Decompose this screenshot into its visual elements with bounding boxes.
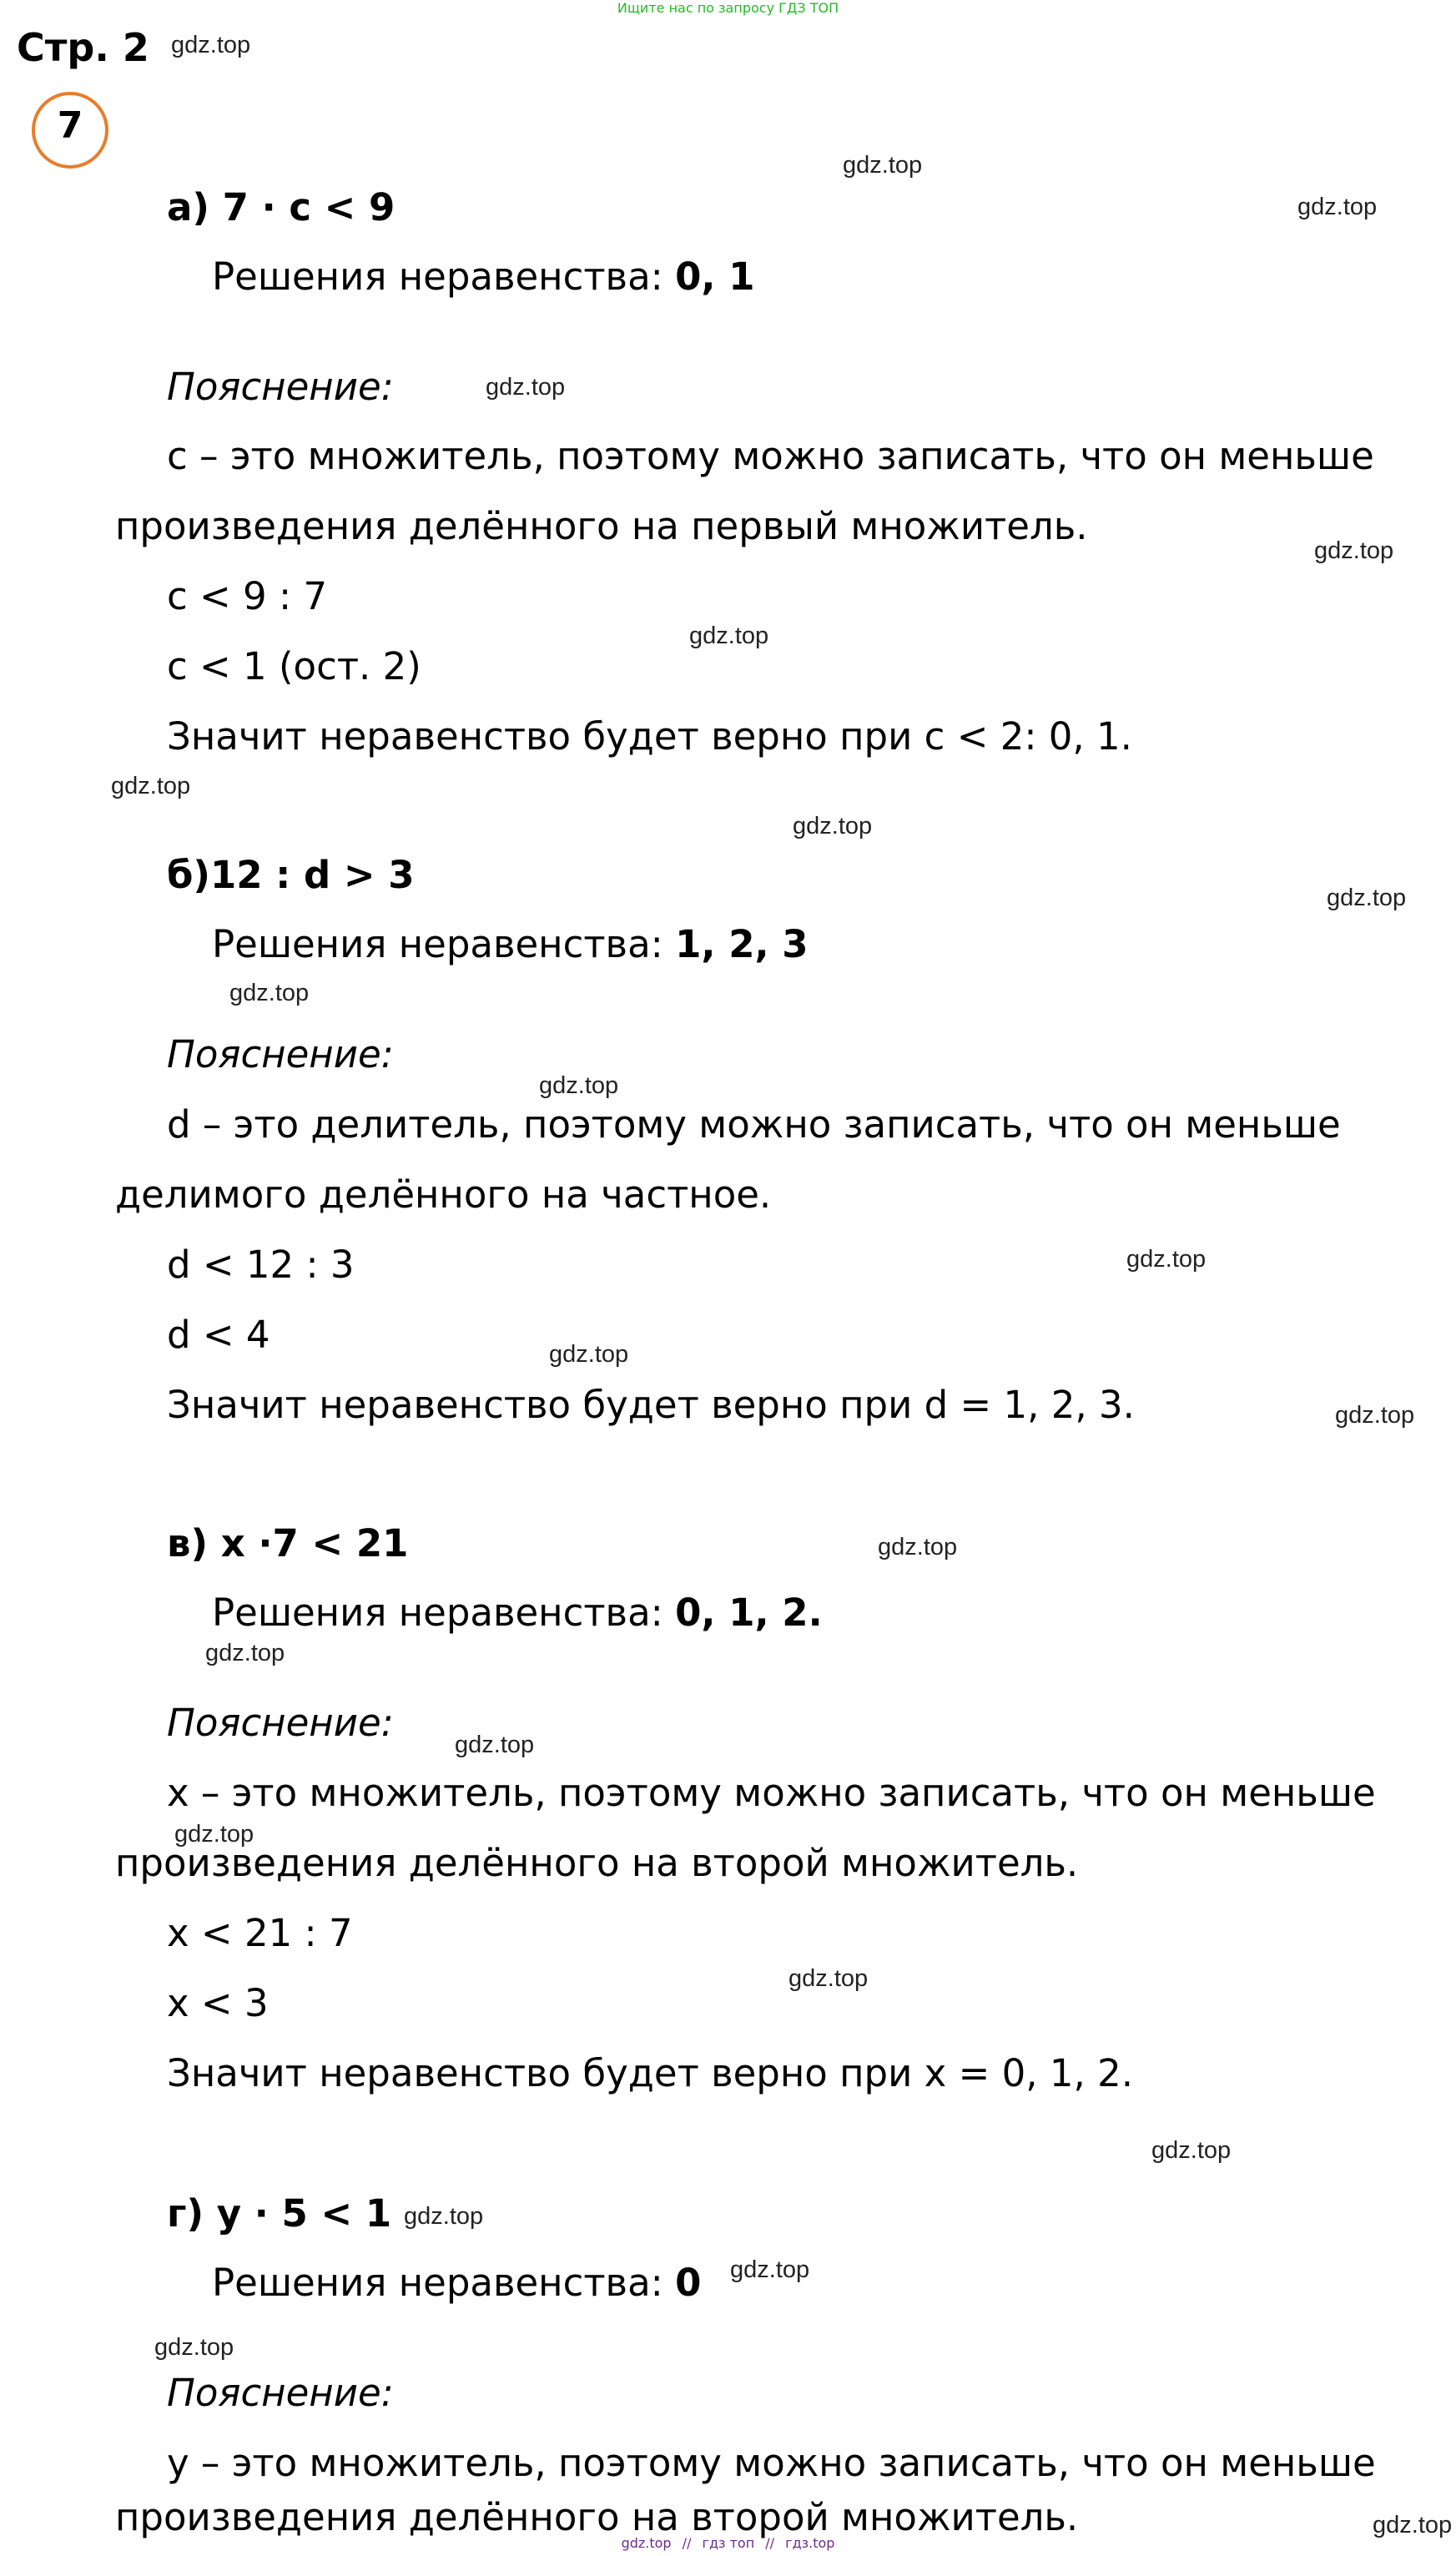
watermark: gdz.top xyxy=(549,1341,629,1368)
part-a-line1: с – это множитель, поэтому можно записать, что он меньше xyxy=(167,434,1374,478)
part-b-line1: d – это делитель, поэтому можно записать, что он меньше xyxy=(167,1102,1341,1147)
part-b-line2: делимого делённого на частное. xyxy=(115,1172,772,1217)
part-b-line4: d < 4 xyxy=(167,1313,270,1357)
watermark: gdz.top xyxy=(1297,194,1378,220)
footer-link[interactable]: гдз.top xyxy=(785,2535,835,2551)
footer-links xyxy=(0,2535,1456,2551)
part-v-line1: x – это множитель, поэтому можно записать, что он меньше xyxy=(167,1771,1376,1815)
watermark: gdz.top xyxy=(154,2334,234,2361)
watermark: gdz.top xyxy=(843,152,923,179)
part-b-heading: б)12 : d > 3 xyxy=(167,853,415,897)
watermark: gdz.top xyxy=(174,1821,254,1848)
watermark: gdz.top xyxy=(1373,2512,1453,2538)
part-b-solution xyxy=(212,922,809,966)
footer-separator: // xyxy=(682,2535,692,2551)
footer-link[interactable]: gdz.top xyxy=(621,2535,672,2551)
watermark: gdz.top xyxy=(793,813,873,839)
part-a-line5: Значит неравенство будет верно при с < 2: 0, 1. xyxy=(167,714,1132,759)
solution-value: 0, 1, 2. xyxy=(675,1591,823,1635)
watermark: gdz.top xyxy=(205,1640,285,1666)
part-g-heading: г) y · 5 < 1 xyxy=(167,2191,392,2236)
watermark: gdz.top xyxy=(486,374,566,401)
part-g-explain-label: Пояснение: xyxy=(167,2371,394,2415)
part-b-explain-label: Пояснение: xyxy=(167,1032,394,1076)
part-v-solution xyxy=(212,1591,823,1635)
footer-link[interactable]: гдз топ xyxy=(702,2535,755,2551)
solution-value: 1, 2, 3 xyxy=(675,922,809,966)
watermark: gdz.top xyxy=(539,1072,619,1099)
part-a-line3: с < 9 : 7 xyxy=(167,574,328,618)
part-v-explain-label: Пояснение: xyxy=(167,1701,394,1745)
part-a-solution xyxy=(212,255,755,299)
part-g-solution xyxy=(212,2261,701,2305)
part-v-line5: Значит неравенство будет верно при x = 0, 1, 2. xyxy=(167,2051,1134,2095)
part-a-line4: с < 1 (ост. 2) xyxy=(167,644,421,688)
watermark: gdz.top xyxy=(1126,1246,1207,1273)
solution-value: 0 xyxy=(675,2261,702,2305)
part-v-heading: в) x ·7 < 21 xyxy=(167,1521,409,1565)
part-g-line1: y – это множитель, поэтому можно записать, что он меньше xyxy=(167,2441,1376,2485)
part-a-explain-label: Пояснение: xyxy=(167,365,394,409)
solution-value: 0, 1 xyxy=(675,255,755,299)
watermark: gdz.top xyxy=(455,1732,535,1758)
top-banner: Ищите нас по запросу ГДЗ ТОП xyxy=(617,0,839,16)
part-a-heading: а) 7 · с < 9 xyxy=(167,185,395,229)
part-g-line2: произведения делённого на второй множитель. xyxy=(115,2495,1079,2539)
page-label: Стр. 2 xyxy=(17,25,149,70)
part-b-line5: Значит неравенство будет верно при d = 1, 2, 3. xyxy=(167,1383,1135,1427)
solution-prefix: Решения неравенства: xyxy=(212,255,676,299)
part-v-line2: произведения делённого на второй множитель. xyxy=(115,1841,1079,1885)
watermark: gdz.top xyxy=(1314,537,1394,564)
watermark: gdz.top xyxy=(1151,2137,1232,2164)
watermark: gdz.top xyxy=(878,1534,958,1560)
watermark: gdz.top xyxy=(111,773,191,799)
watermark: gdz.top xyxy=(1335,1402,1415,1429)
part-b-line3: d < 12 : 3 xyxy=(167,1243,355,1287)
part-v-line3: x < 21 : 7 xyxy=(167,1911,353,1955)
watermark: gdz.top xyxy=(689,623,769,649)
solution-prefix: Решения неравенства: xyxy=(212,2261,676,2305)
solution-prefix: Решения неравенства: xyxy=(212,1591,676,1635)
task-number-circle: 7 xyxy=(32,92,108,169)
solution-prefix: Решения неравенства: xyxy=(212,922,676,966)
part-a-line2: произведения делённого на первый множитель. xyxy=(115,504,1088,548)
part-v-line4: x < 3 xyxy=(167,1981,269,2025)
footer-separator: // xyxy=(765,2535,775,2551)
watermark: gdz.top xyxy=(1327,885,1407,911)
watermark: gdz.top xyxy=(788,1965,869,1992)
watermark: gdz.top xyxy=(404,2203,484,2230)
watermark: gdz.top xyxy=(229,980,310,1006)
watermark: gdz.top xyxy=(730,2256,810,2283)
watermark: gdz.top xyxy=(171,32,251,58)
